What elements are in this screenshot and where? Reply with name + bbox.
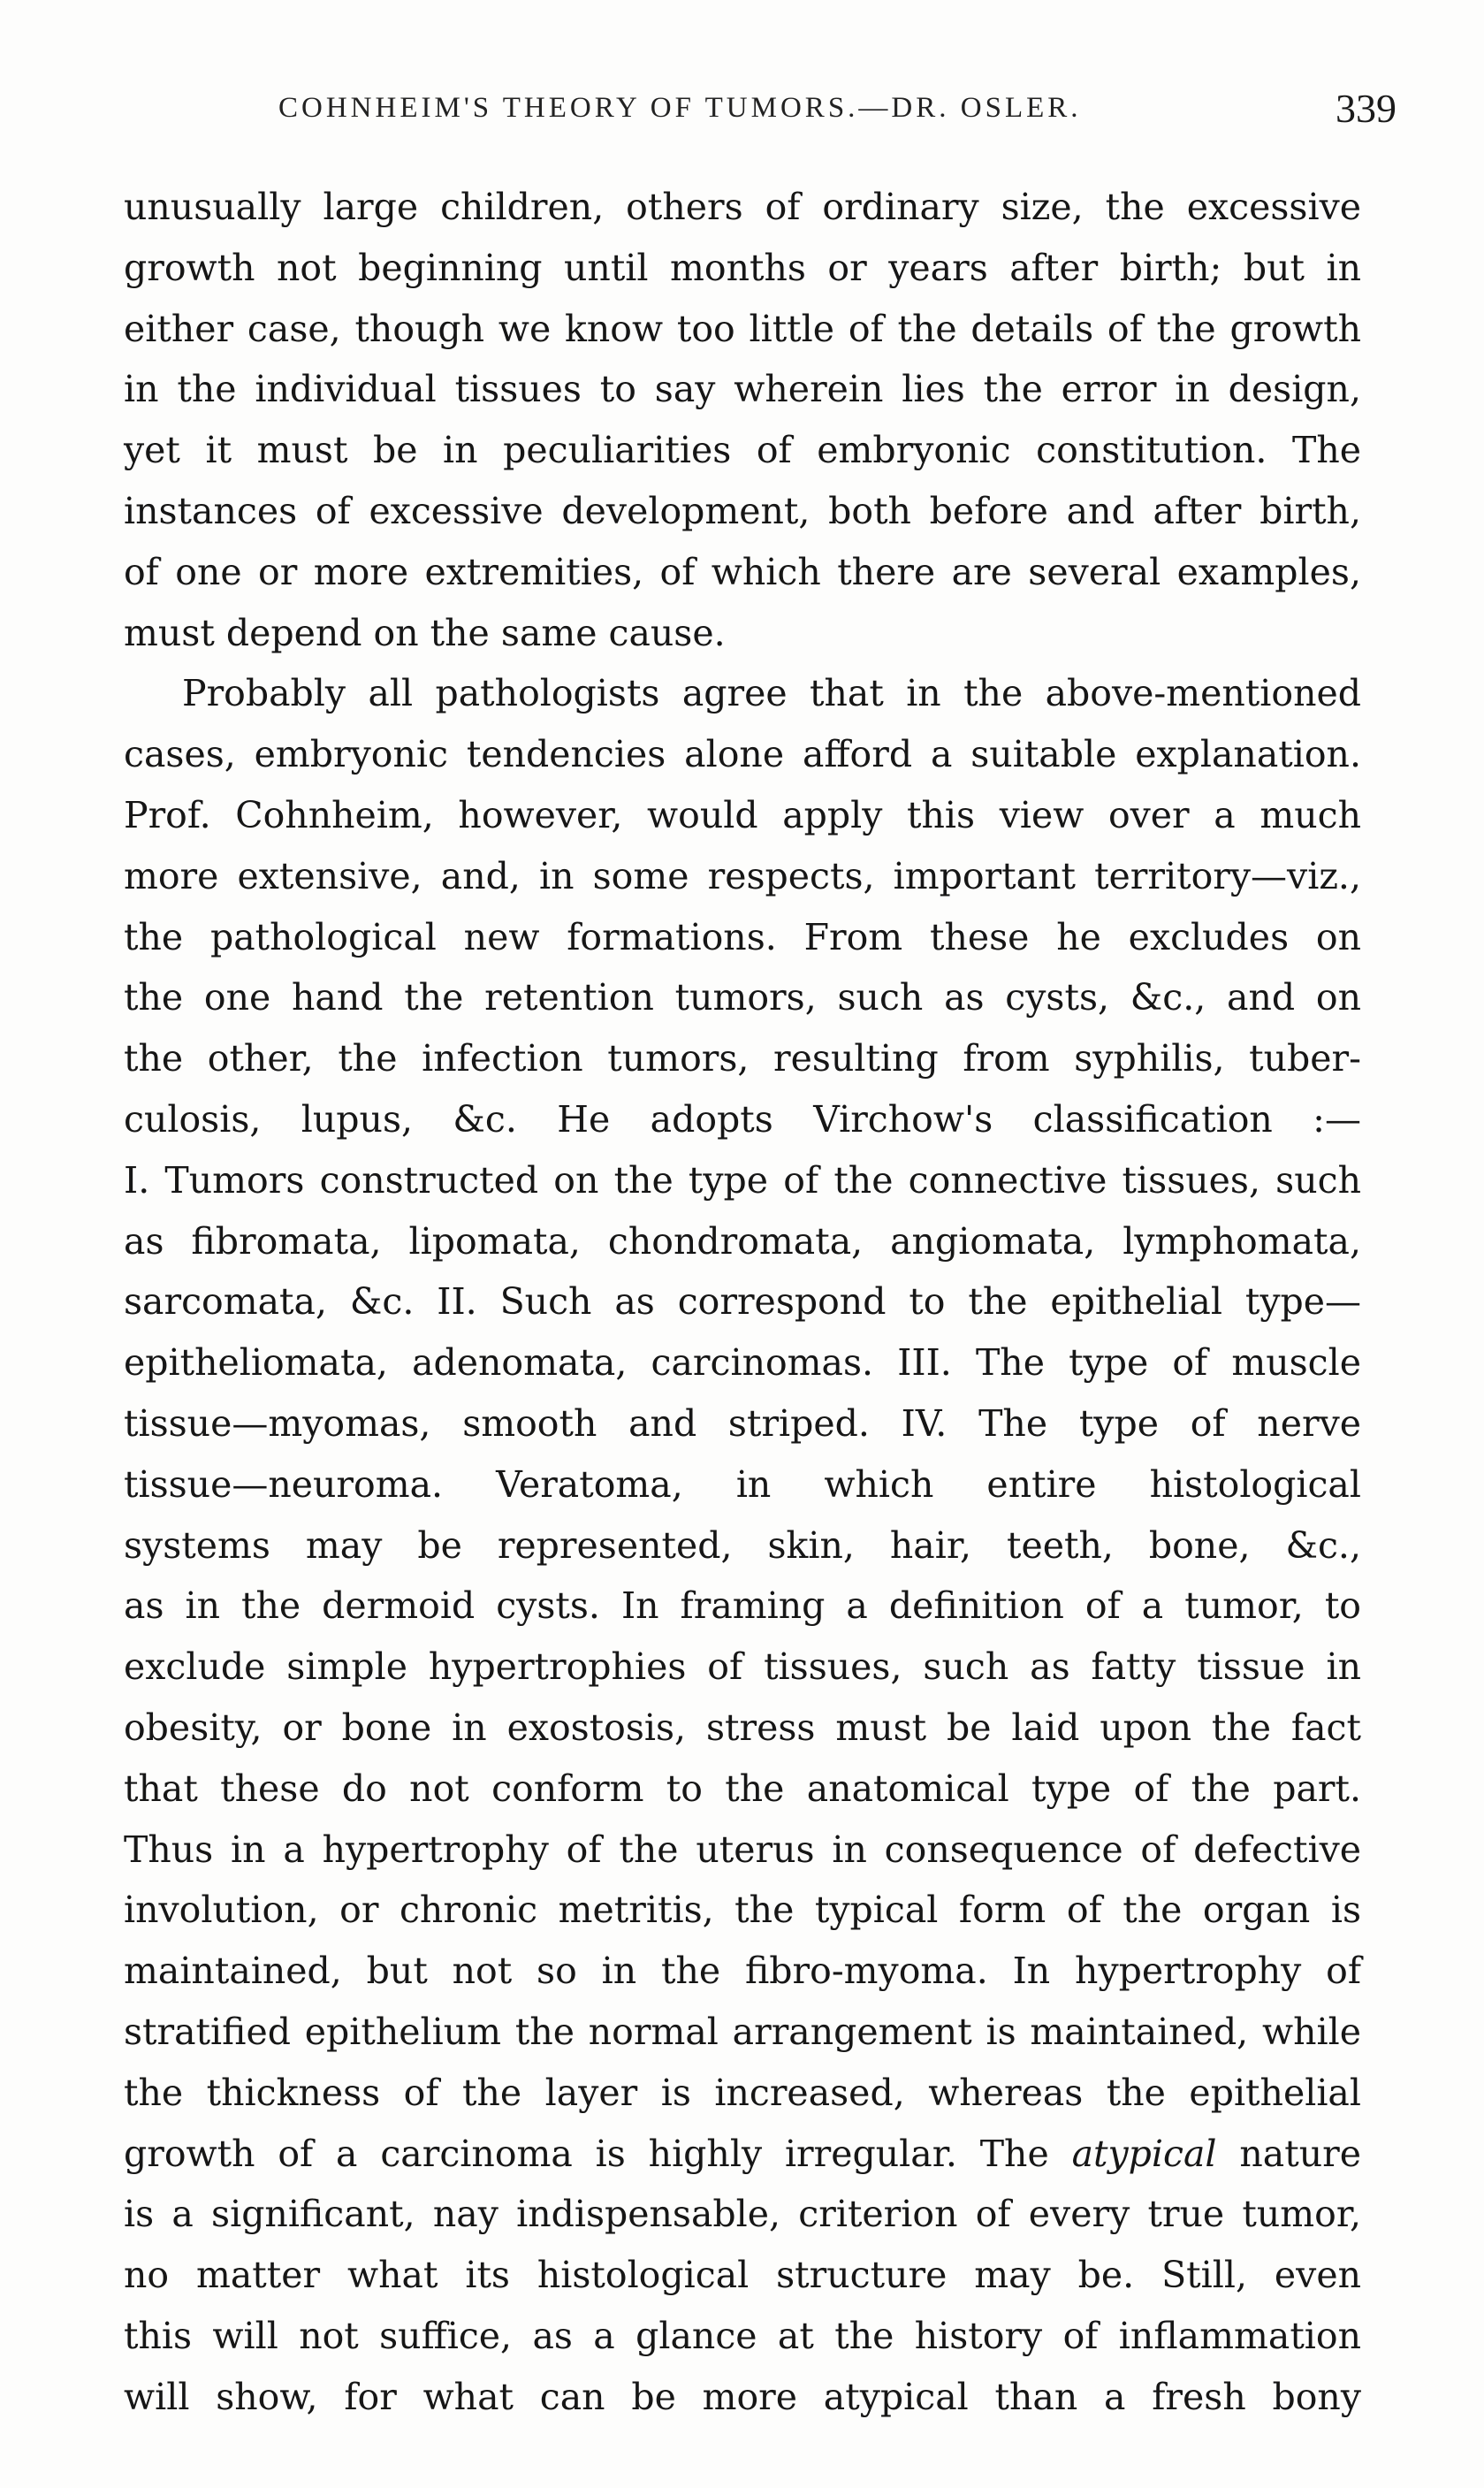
text-line: the one hand the retention tumors, such as cysts, &c., and on [124,976,1361,1019]
text-line: sarcomata, &c. II. Such as correspond to the epithelial type— [124,1280,1361,1324]
text-line: epitheliomata, adenomata, carcinomas. III. The type of muscle [124,1341,1361,1385]
text-line: the pathological new formations. From these he excludes on [124,915,1361,958]
running-head [124,86,1396,145]
text-line: tissue—myomas, smooth and striped. IV. The type of nerve [124,1401,1361,1445]
text-line: culosis, lupus, &c. He adopts Virchow's classification :— [124,1097,1361,1141]
text-line: more extensive, and, in some respects, important territory—viz., [124,854,1361,897]
text-line: the thickness of the layer is increased, whereas the epithelial [124,2071,1361,2114]
text-line: is a significant, nay indispensable, criterion of every true tumor, [124,2193,1361,2236]
text-line: that these do not conform to the anatomical type of the part. [124,1767,1361,1810]
text-line: no matter what its histological structure may be. Still, even [124,2254,1361,2297]
text-line: maintained, but not so in the fibro-myoma. In hypertrophy of [124,1950,1361,1993]
text-line-with-italic [124,2124,1361,2185]
text-line: Probably all pathologists agree that in the above-mentioned [182,672,1361,715]
text-line: obesity, or bone in exostosis, stress must be laid upon the fact [124,1706,1361,1749]
text-line: Thus in a hypertrophy of the uterus in consequence of defective [124,1828,1361,1871]
text-line: this will not suffice, as a glance at the history of inflammation [124,2314,1361,2357]
text-line: cases, embryonic tendencies alone afford a suitable explanation. [124,733,1361,776]
text-line: unusually large children, others of ordinary size, the excessive [124,186,1361,228]
text-line: must depend on the same cause. [124,611,726,654]
text-line: Prof. Cohnheim, however, would apply this view over a much [124,793,1361,836]
text-line: either case, though we know too little of the details of the growth [124,307,1361,350]
text-line: stratified epithelium the normal arrangement is maintained, while [124,2010,1361,2053]
text-line: growth not beginning until months or years after birth; but in [124,246,1361,289]
text-line: systems may be represented, skin, hair, teeth, bone, &c., [124,1523,1361,1567]
text-segment: nature [1216,2132,1361,2175]
text-line: in the individual tissues to say wherein lies the error in design, [124,368,1361,411]
text-line: involution, or chronic metritis, the typical form of the organ is [124,1889,1361,1932]
text-line: will show, for what can be more atypical than a fresh bony [124,2375,1361,2418]
text-line: tissue—neuroma. Veratoma, in which entire histological [124,1462,1361,1506]
text-line: of one or more extremities, of which there are several examples, [124,550,1361,593]
text-line: I. Tumors constructed on the type of the connective tissues, such [124,1158,1361,1202]
text-line: yet it must be in peculiarities of embryonic constitution. The [124,429,1361,472]
italic-word: atypical [1071,2132,1217,2175]
page-number: 339 [1336,86,1396,131]
text-line: as fibromata, lipomata, chondromata, angiomata, lymphomata, [124,1219,1361,1263]
text-line: exclude simple hypertrophies of tissues, such as fatty tissue in [124,1645,1361,1689]
text-line: as in the dermoid cysts. In framing a definition of a tumor, to [124,1584,1361,1628]
body-text [124,177,1361,2427]
text-segment: growth of a carcinoma is highly irregular. The [124,2132,1049,2175]
text-line: the other, the infection tumors, resulting from syphilis, tuber- [124,1037,1361,1080]
running-title: COHNHEIM'S THEORY OF TUMORS.—DR. OSLER. [278,92,1082,124]
text-line: instances of excessive development, both before and after birth, [124,489,1361,532]
